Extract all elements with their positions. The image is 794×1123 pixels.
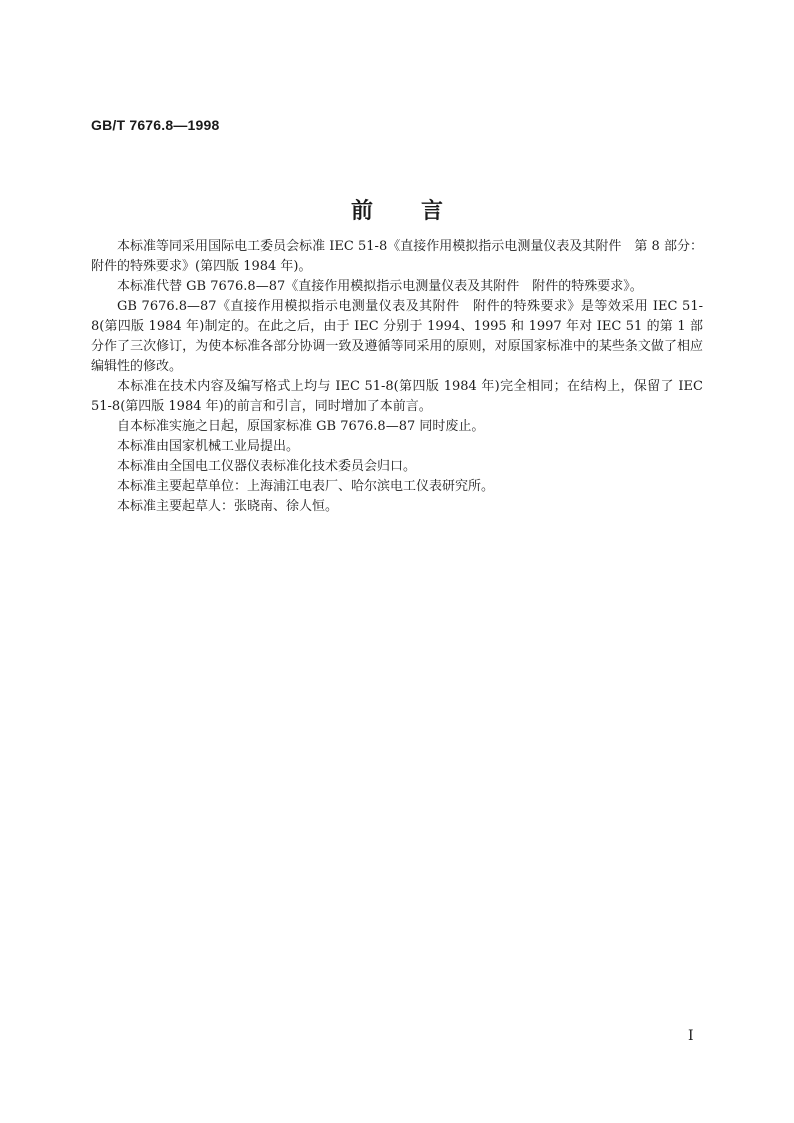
paragraph-adoption: 本标准等同采用国际电工委员会标准 IEC 51-8《直接作用模拟指示电测量仪表及其附件 第 8 部分：附件的特殊要求》(第四版 1984 年)。 xyxy=(91,239,703,274)
paragraph-drafters: 本标准主要起草人：张晓南、徐人恒。 xyxy=(117,499,339,514)
page-title-part2: 言 xyxy=(421,199,444,224)
page-title-part1: 前 xyxy=(350,199,373,224)
paragraph-history: GB 7676.8—87《直接作用模拟指示电测量仪表及其附件 附件的特殊要求》是等效采用 IEC 51-8(第四版 1984 年)制定的。在此之后，由于 IEC 分别于 1994、1995 和 1997 年对 IEC 51 的第 1 部分作了三次修订，为使本标准各部分协调一致及遵循等同采用的原则，对原国家标准中的某些条文做了相应编辑性的修改。 xyxy=(91,299,703,374)
foreword-body xyxy=(91,237,703,517)
page-number: I xyxy=(688,1028,694,1044)
paragraph-structure: 本标准在技术内容及编写格式上均与 IEC 51-8(第四版 1984 年)完全相同；在结构上，保留了 IEC 51-8(第四版 1984 年)的前言和引言，同时增加了本前言。 xyxy=(91,379,703,414)
paragraph-centralized-by: 本标准由全国电工仪器仪表标准化技术委员会归口。 xyxy=(117,459,417,474)
paragraph-proposed-by: 本标准由国家机械工业局提出。 xyxy=(117,439,300,454)
standard-number: GB/T 7676.8—1998 xyxy=(91,117,220,133)
paragraph-drafting-units: 本标准主要起草单位：上海浦江电表厂、哈尔滨电工仪表研究所。 xyxy=(117,479,495,494)
paragraph-replaces: 本标准代替 GB 7676.8—87《直接作用模拟指示电测量仪表及其附件 附件的特殊要求》。 xyxy=(117,279,643,294)
page-title xyxy=(0,194,794,225)
paragraph-abolish: 自本标准实施之日起，原国家标准 GB 7676.8—87 同时废止。 xyxy=(117,419,485,434)
